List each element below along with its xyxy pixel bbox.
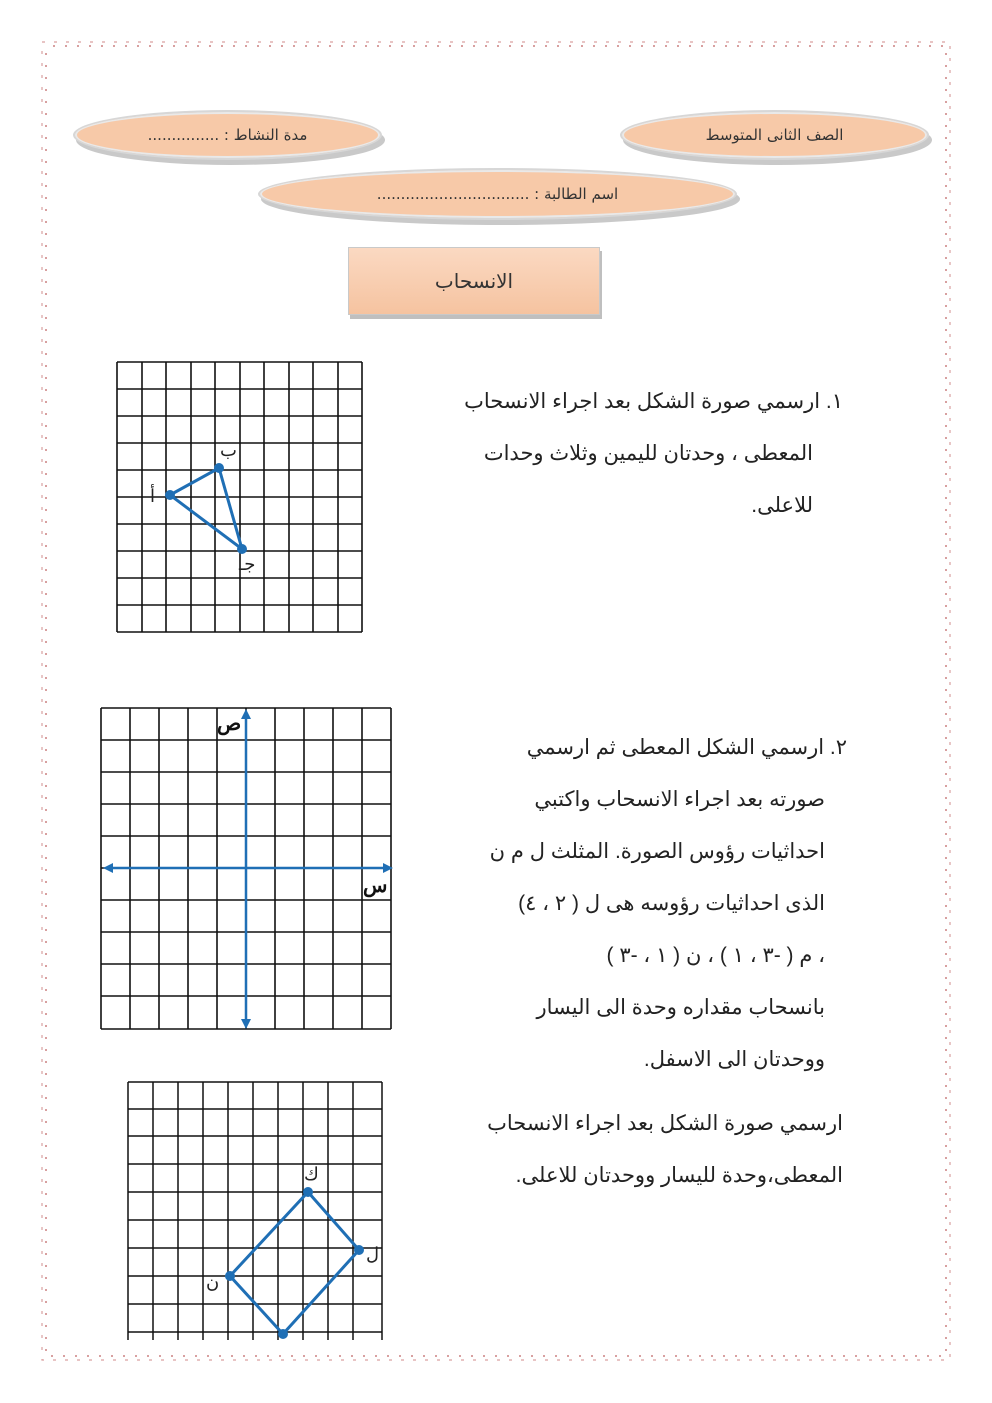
y-axis-label: ص bbox=[217, 713, 242, 735]
question-3-text bbox=[415, 1098, 843, 1202]
duration-label: مدة النشاط : ............... bbox=[147, 126, 308, 144]
question-2-grid bbox=[99, 706, 395, 1032]
q1-line-2: المعطى ، وحدتان لليمين وثلاث وحدات bbox=[483, 442, 813, 465]
q2-line-2: صورته بعد اجراء الانسحاب واكتبي bbox=[534, 788, 825, 811]
x-axis-label: س bbox=[363, 875, 388, 897]
student-name-oval bbox=[258, 168, 737, 220]
q1-line-1: ١. ارسمي صورة الشكل بعد اجراء الانسحاب bbox=[464, 390, 843, 413]
label-a: أ bbox=[150, 486, 156, 506]
coordinate-axes bbox=[103, 709, 393, 1029]
triangle-abc bbox=[170, 468, 242, 549]
label-b: ب bbox=[220, 440, 237, 460]
question-3-grid bbox=[126, 1080, 386, 1342]
question-1-text bbox=[398, 376, 843, 532]
student-name-label: اسم الطالبة : ................................ bbox=[376, 185, 619, 203]
q3-line-1: ارسمي صورة الشكل بعد اجراء الانسحاب bbox=[487, 1112, 843, 1135]
q2-line-6: بانسحاب مقداره وحدة الى اليسار bbox=[536, 996, 825, 1019]
label-right: ل bbox=[366, 1244, 380, 1264]
lesson-title: الانسحاب bbox=[434, 269, 514, 293]
point-c bbox=[237, 544, 247, 554]
label-top: ك bbox=[304, 1164, 319, 1184]
label-c: جـ bbox=[239, 554, 256, 574]
question-2-text bbox=[432, 722, 847, 1086]
quadrilateral bbox=[230, 1192, 359, 1334]
q2-line-1: ٢. ارسمي الشكل المعطى ثم ارسمي bbox=[526, 736, 847, 759]
duration-oval bbox=[73, 110, 382, 160]
q2-line-4: الذى احداثيات رؤوسه هى ل ( ٢ ، ٤) bbox=[518, 892, 825, 915]
question-1-grid bbox=[115, 360, 365, 635]
q3-line-2: المعطى،وحدة لليسار ووحدتان للاعلى. bbox=[515, 1164, 843, 1187]
grade-oval bbox=[620, 110, 929, 160]
q1-line-3: للاعلى. bbox=[751, 494, 813, 517]
lesson-title-box bbox=[348, 247, 600, 315]
point-a bbox=[165, 490, 175, 500]
point-right bbox=[354, 1245, 364, 1255]
label-left: ن bbox=[206, 1272, 220, 1292]
q2-line-5: ، م ( -٣ ، ١ ) ، ن ( ١ ، -٣ ) bbox=[606, 944, 825, 967]
q2-line-7: ووحدتان الى الاسفل. bbox=[643, 1048, 825, 1071]
q2-line-3: احداثيات رؤوس الصورة. المثلث ل م ن bbox=[489, 840, 825, 863]
point-top bbox=[303, 1187, 313, 1197]
point-b bbox=[214, 463, 224, 473]
grade-label: الصف الثانى المتوسط bbox=[705, 126, 844, 144]
point-bottom bbox=[278, 1329, 288, 1339]
point-left bbox=[225, 1271, 235, 1281]
